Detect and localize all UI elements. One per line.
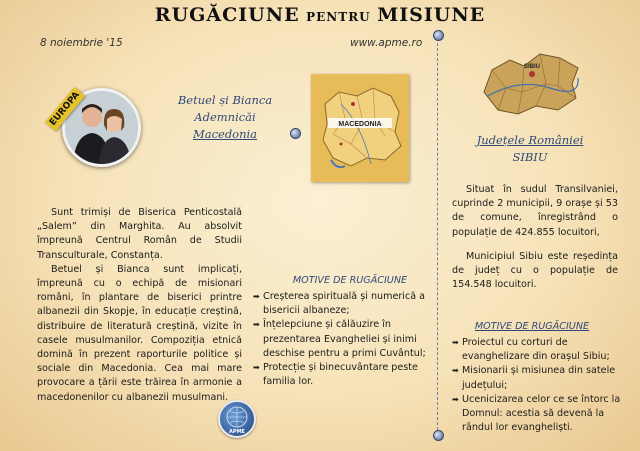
website-link[interactable]: www.apme.ro	[350, 37, 423, 49]
paragraph: Municipiul Sibiu este reședința de județ cu o populație de 154.548 locuitori.	[452, 250, 618, 291]
arrow-bullet-icon: ➡	[452, 338, 459, 347]
arrow-bullet-icon: ➡	[452, 366, 459, 376]
paragraph: Sunt trimiși de Biserica Penticostală „Salem” din Marghita. Au absolvit împreună Centrul Român de Studii Transculturale, Constanța.	[37, 207, 242, 261]
list-item: ➡ Misionarii și misiunea din satele județului;	[452, 365, 616, 391]
paragraph: Situat în sudul Transilvaniei, cuprinde 2 municipii, 9 orașe și 53 de comune, înregistrând o populație de 424.855 locuitori,	[452, 184, 618, 238]
pin-icon	[290, 128, 301, 139]
prayer-heading: MOTIVE DE RUGĂCIUNE	[292, 275, 408, 286]
missionary-names: Betuel și Bianca Ademnicăi Macedonia	[177, 93, 273, 141]
arrow-bullet-icon: ➡	[253, 363, 260, 373]
macedonia-map	[311, 74, 409, 182]
arrow-bullet-icon: ➡	[452, 394, 459, 404]
map-label: MACEDONIA	[338, 121, 382, 128]
county-title: Județele României SIBIU	[476, 133, 584, 164]
page-title: RUGĂCIUNE PENTRU MISIUNE	[154, 4, 486, 26]
region-badge: EUROPA	[45, 87, 85, 131]
svg-text:SIBIU: SIBIU	[523, 64, 541, 70]
prayer-list	[452, 336, 622, 435]
paragraph: Betuel și Bianca sunt implicați, împreună cu o echipă de misionari români, în plantare de biserici printre albanezii din Skopje, în educație creștină, distribuire de literatură creștină, vizite în casele musulmanilor. Compoziția etnică domină în prezent raporturile politice și sociale din Macedonia. Cea mai mare provocare a țării este trăirea în armonie a macedonenilor cu albanezii musulmani.	[37, 263, 242, 403]
issue-date: 8 noiembrie '15	[40, 37, 123, 49]
county-description	[452, 183, 618, 302]
missionary-description	[37, 206, 242, 405]
arrow-bullet-icon: ➡	[253, 292, 260, 301]
macedonia-map-icon	[311, 74, 409, 182]
list-item: ➡ Creșterea spirituală și numerică a bisericii albaneze;	[253, 291, 426, 317]
arrow-bullet-icon: ➡	[253, 320, 260, 330]
pin-icon	[433, 430, 444, 441]
list-item: ➡ Proiectul cu corturi de evanghelizare din orașul Sibiu;	[452, 337, 610, 363]
prayer-list	[253, 290, 433, 389]
column-divider	[437, 33, 438, 435]
sibiu-map	[480, 48, 582, 120]
list-item: ➡ Protecție și binecuvântare peste familia lor.	[253, 362, 418, 388]
sibiu-map-icon	[480, 48, 582, 120]
pin-icon	[433, 30, 444, 41]
list-item: ➡ Ucenicizarea celor ce se întorc la Domnul: acestia să devenă la rândul lor evangheliști.	[452, 393, 621, 434]
list-item: ➡ Înțelepciune și călăuzire în prezentarea Evangheliei și inimi deschise pentru a primi Cuvântul;	[253, 319, 426, 359]
prayer-heading: MOTIVE DE RUGĂCIUNE	[474, 321, 590, 332]
apme-logo: APME	[218, 400, 256, 438]
